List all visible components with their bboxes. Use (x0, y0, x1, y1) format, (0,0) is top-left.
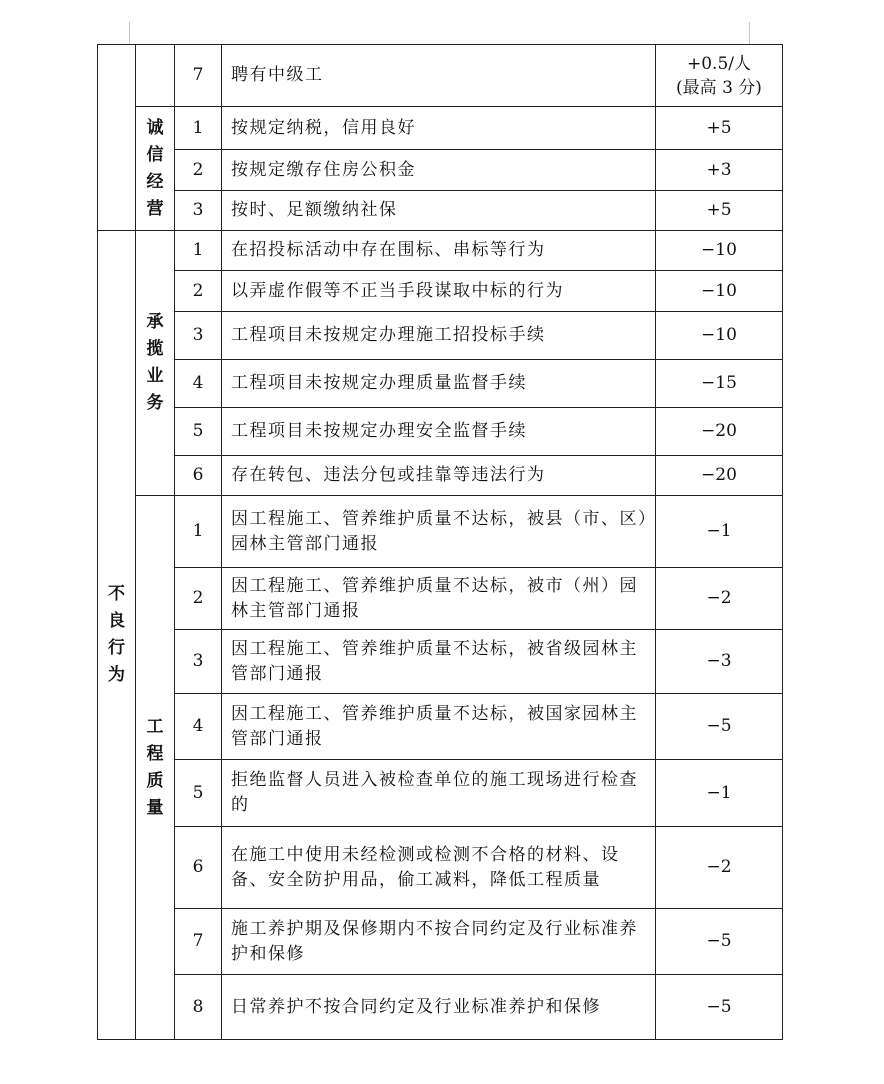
item-score: −20 (656, 408, 783, 456)
item-description: 以弄虚作假等不正当手段谋取中标的行为 (222, 271, 656, 312)
scoring-table (97, 44, 783, 1040)
table-row (98, 150, 783, 191)
item-description: 施工养护期及保修期内不按合同约定及行业标准养护和保修 (222, 909, 656, 975)
item-number: 7 (175, 909, 222, 975)
item-number: 3 (175, 191, 222, 231)
table-row (98, 496, 783, 568)
item-description: 聘有中级工 (222, 45, 656, 107)
item-description: 因工程施工、管养维护质量不达标，被市（州）园林主管部门通报 (222, 568, 656, 630)
table-row (98, 694, 783, 760)
item-number: 2 (175, 568, 222, 630)
table-row (98, 312, 783, 360)
item-score: +5 (656, 107, 783, 150)
item-number: 2 (175, 271, 222, 312)
subgroup-cell: 承揽业务 (136, 231, 175, 496)
item-number: 1 (175, 496, 222, 568)
item-number: 3 (175, 630, 222, 694)
item-description: 工程项目未按规定办理安全监督手续 (222, 408, 656, 456)
item-description: 日常养护不按合同约定及行业标准养护和保修 (222, 975, 656, 1040)
item-number: 1 (175, 107, 222, 150)
table-row (98, 827, 783, 909)
subgroup-cell: 工程质量 (136, 496, 175, 1040)
item-score: −3 (656, 630, 783, 694)
subgroup-cell: 诚信经营 (136, 107, 175, 231)
table-row (98, 45, 783, 107)
item-number: 5 (175, 760, 222, 827)
item-number: 1 (175, 231, 222, 271)
item-score: −5 (656, 694, 783, 760)
item-score: −10 (656, 271, 783, 312)
corner-mark-left (129, 22, 130, 44)
item-description: 因工程施工、管养维护质量不达标，被国家园林主管部门通报 (222, 694, 656, 760)
item-number: 7 (175, 45, 222, 107)
table-row (98, 760, 783, 827)
category-cell (98, 45, 136, 231)
item-number: 6 (175, 456, 222, 496)
item-score: +5 (656, 191, 783, 231)
subgroup-cell (136, 45, 175, 107)
item-score: −5 (656, 909, 783, 975)
item-score: −2 (656, 568, 783, 630)
item-score: −1 (656, 496, 783, 568)
item-number: 3 (175, 312, 222, 360)
table-row (98, 231, 783, 271)
item-number: 6 (175, 827, 222, 909)
table-row (98, 909, 783, 975)
item-number: 5 (175, 408, 222, 456)
corner-mark-right (749, 22, 750, 44)
item-description: 在招投标活动中存在围标、串标等行为 (222, 231, 656, 271)
item-description: 因工程施工、管养维护质量不达标，被县（市、区）园林主管部门通报 (222, 496, 656, 568)
item-score: +3 (656, 150, 783, 191)
item-number: 4 (175, 360, 222, 408)
table-row (98, 107, 783, 150)
table-row (98, 271, 783, 312)
item-description: 存在转包、违法分包或挂靠等违法行为 (222, 456, 656, 496)
item-description: 按规定缴存住房公积金 (222, 150, 656, 191)
item-description: 因工程施工、管养维护质量不达标，被省级园林主管部门通报 (222, 630, 656, 694)
item-score: −20 (656, 456, 783, 496)
table-row (98, 975, 783, 1040)
item-number: 2 (175, 150, 222, 191)
item-score: −15 (656, 360, 783, 408)
item-description: 工程项目未按规定办理施工招投标手续 (222, 312, 656, 360)
item-score: −10 (656, 231, 783, 271)
item-description: 按时、足额缴纳社保 (222, 191, 656, 231)
category-cell: 不良行为 (98, 231, 136, 1040)
item-description: 按规定纳税，信用良好 (222, 107, 656, 150)
table-row (98, 568, 783, 630)
table-row (98, 630, 783, 694)
table-row (98, 408, 783, 456)
item-number: 4 (175, 694, 222, 760)
item-score: −1 (656, 760, 783, 827)
item-score: +0.5/人 (最高 3 分) (656, 45, 783, 107)
item-description: 拒绝监督人员进入被检查单位的施工现场进行检查的 (222, 760, 656, 827)
item-score: −10 (656, 312, 783, 360)
item-score: −2 (656, 827, 783, 909)
table-row (98, 191, 783, 231)
table-row (98, 456, 783, 496)
item-number: 8 (175, 975, 222, 1040)
item-description: 在施工中使用未经检测或检测不合格的材料、设备、安全防护用品，偷工减料，降低工程质量 (222, 827, 656, 909)
table-row (98, 360, 783, 408)
item-score: −5 (656, 975, 783, 1040)
item-description: 工程项目未按规定办理质量监督手续 (222, 360, 656, 408)
